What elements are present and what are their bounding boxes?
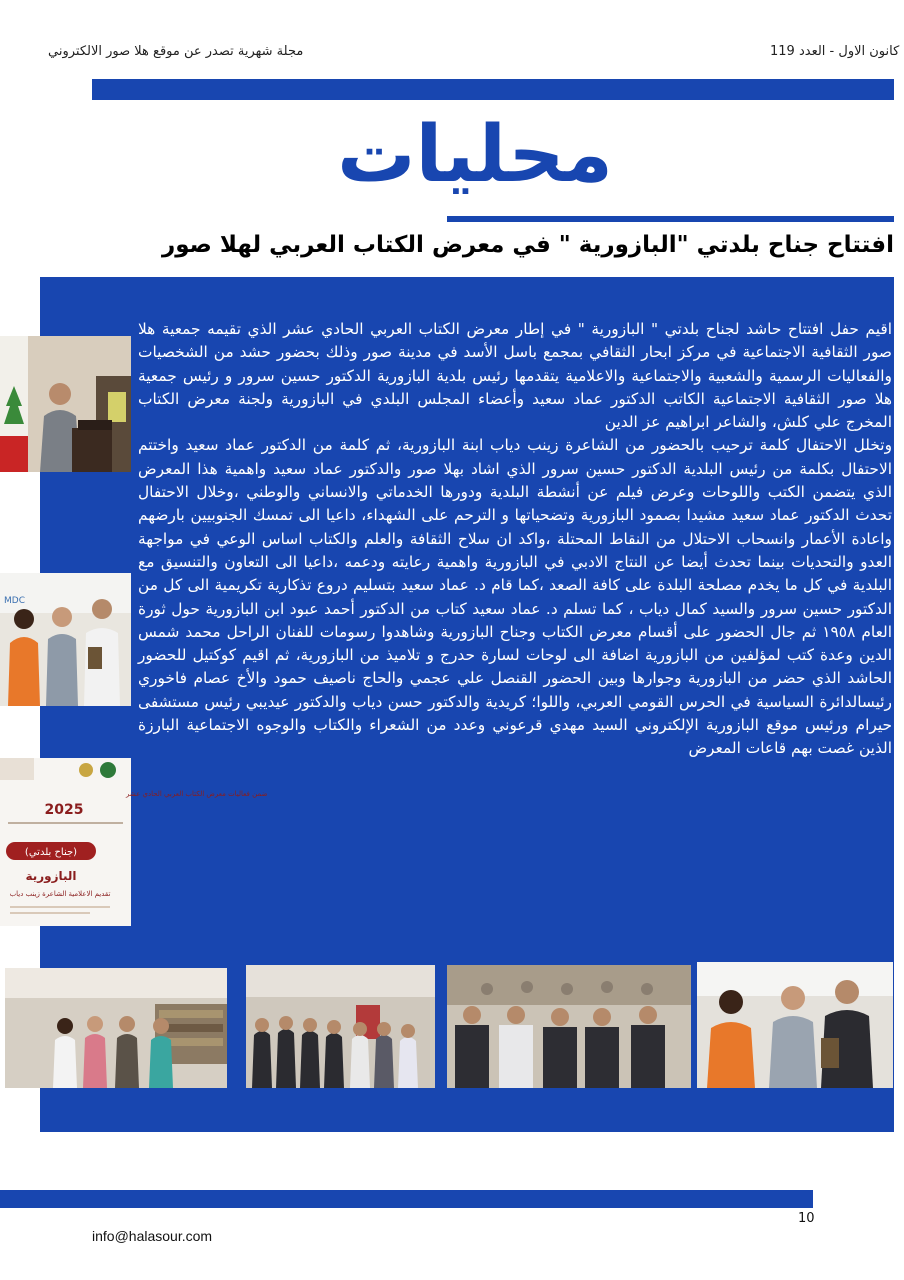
poster-presenter: تقديم الاعلامية الشاعرة زينب دياب: [9, 890, 111, 898]
poster-wing: (جناح بلدتي): [24, 847, 78, 858]
photo-event-poster: [0, 758, 268, 926]
banner-logo: MDC: [4, 596, 25, 606]
page-number: 10: [798, 1211, 815, 1226]
poster-line1: ضمن فعاليات معرض الكتاب العربي الحادي عشر: [126, 790, 268, 798]
photo-seated-audience: [447, 965, 691, 1088]
photo-guests-group: [246, 965, 435, 1088]
section-title: محليات: [337, 110, 613, 200]
top-blue-band: [92, 79, 894, 100]
issue-label: كانون الاول - العدد 119: [770, 44, 900, 59]
article-headline: افتتاح جناح بلدتي "البازورية " في معرض الكتاب العربي لهلا صور: [162, 232, 894, 258]
bottom-blue-band: [0, 1190, 813, 1208]
photo-award-presentation: [0, 573, 131, 706]
photo-speaker-podium: [0, 336, 131, 472]
poster-year: 2025: [44, 802, 84, 818]
photo-book-stands: [5, 968, 227, 1088]
article-body: [138, 318, 892, 963]
contact-email[interactable]: info@halasour.com: [92, 1228, 213, 1244]
poster-town: البازورية: [25, 869, 77, 883]
article-paragraph: اقيم حفل افتتاح حاشد لجناح بلدتي " البازورية " في إطار معرض الكتاب العربي الحادي عشر الذي تقيمه جمعية هلا صور الثقافية الاجتماعية في مركز ابحار الثقافي بمجمع باسل الأسد في مدينة صور وذلك بحضور حشد من الشخصيات والفعاليات الرسمية والشعبية والاجتماعية والاعلامية يتقدمها رئيس بلدية البازورية الدكتور حسين سرور و رئيس جمعية هلا صور الثقافية الاجتماعية الكاتب الدكتور عماد سعيد وأعضاء المجلس البلدي في البازورية ولجنة معرض الكتاب المخرج علي كلش، والشاعر ابراهيم عز الدين: [138, 320, 892, 432]
article-paragraph: وتخلل الاحتفال كلمة ترحيب بالحضور من الشاعرة زينب دياب ابنة البازورية، ثم كلمة من الدكتور عماد سعيد واختتم الاحتفال بكلمة من رئيس البلدية الدكتور حسين سرور الذي اشاد بهلا صور والدكتور عماد سعيد واهمية هذا المعرض الذي يتضمن الكتب واللوحات وعرض فيلم عن أنشطة البلدية ودورها الخدماتي والانساني والوطني ،وخلال الاحتفال تحدث الدكتور عماد سعيد مشيدا بصمود البازورية وتضحياتها و الترحم على الشهداء، داعيا الى تمسك الجنوبيين بارضهم واعادة الأعمار وانسحاب الاحتلال من النقاط المحتلة ،واكد ان سلاح الثقافة والعلم والكتاب اساس الوعي في مواجهة العدو والتحديات بينما تحدث أيضا عن النتاج الادبي في البازورية واهمية رعايته ودعمه ،داعيا الى التعاون والتنسيق مع البلدية في كل ما يخدم مصلحة البلدة على كافة الصعد ،كما قام د. عماد سعيد بتسليم دروع تذكارية تكريمية الى كل من الدكتور حسين سرور والسيد كمال دياب ، كما تسلم د. عماد سعيد كتاب من الدكتور أحمد عبود ابن البازورية حول ثورة العام ١٩٥٨ ثم جال الحضور على أقسام معرض الكتاب وجناح البازورية وشاهدوا رسومات للفنان الراحل محمد شمس الدين وعدة كتب لمؤلفين من البازورية اضافة الى لوحات لسارة حدرج و تلاميذ من البازورية، ثم اقيم كوكتيل للحضور الحاشد الذي حضر من البازورية وجوارها وبين الحضور القنصل علي عجمي والحاج ناصيف حمود والأخ عصام فاخوري رئيسالدائرة السياسية في الحرس القومي العربي، واللوا؛ كريدية والدكتور حسن دياب والدكتور عيديبي رئيس مستشفى حيرام ورئيس موقع البازورية الإلكتروني السيد مهدي قرعوني وعدد من الشعراء والكتاب والوجوه الاجتماعية البارزة الذين غصت بهم قاعات المعرض: [138, 436, 892, 758]
magazine-tagline: مجلة شهرية تصدر عن موقع هلا صور الالكتروني: [48, 44, 304, 59]
photo-award-closeup: [697, 962, 893, 1088]
section-title-rule: [447, 216, 894, 222]
